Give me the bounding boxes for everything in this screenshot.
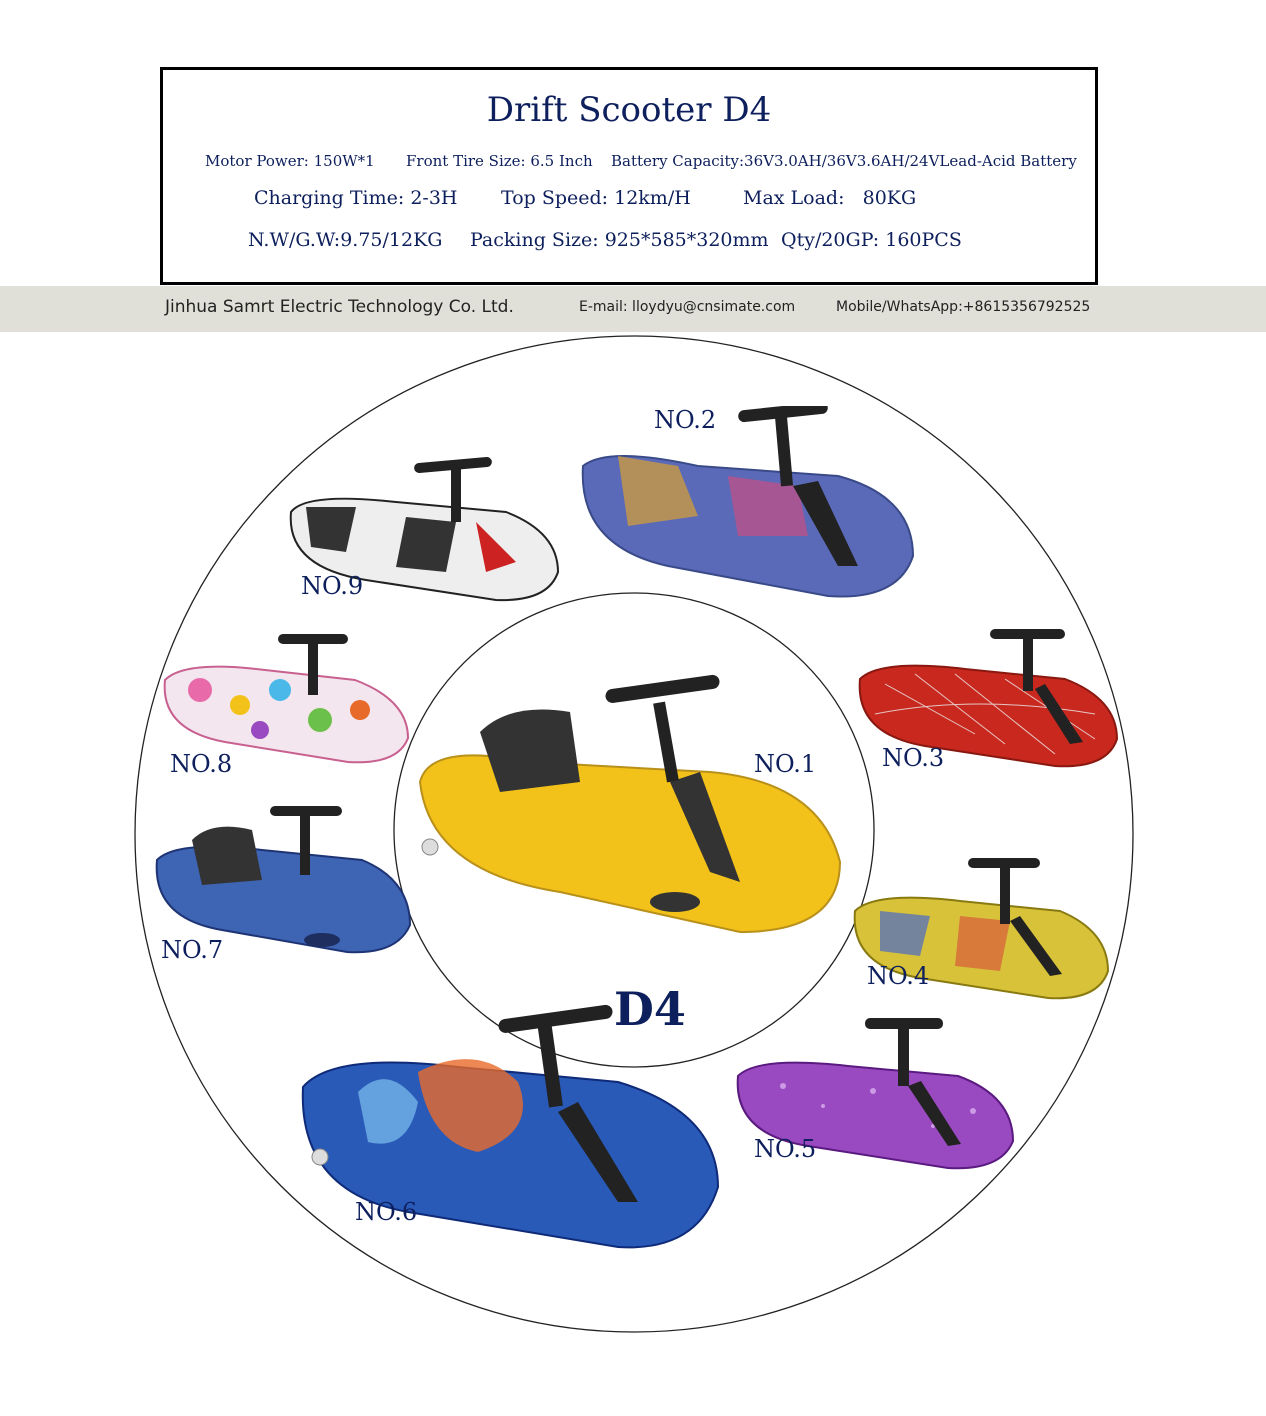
label-no1: NO.1: [754, 750, 817, 778]
label-no3: NO.3: [882, 744, 945, 772]
email-text: E-mail: lloydyu@cnsimate.com: [579, 299, 796, 315]
mobile-text: Mobile/WhatsApp:+8615356792525: [836, 299, 1091, 315]
qty-per-20gp: Qty/20GP: 160PCS: [781, 229, 962, 251]
kart-no2-image: [578, 406, 918, 606]
kart-no1-image: [410, 672, 850, 962]
label-no8: NO.8: [170, 750, 233, 778]
product-title: Drift Scooter D4: [486, 90, 772, 130]
battery-capacity: Battery Capacity:36V3.0AH/36V3.6AH/24VLead-Acid Battery: [611, 152, 1077, 170]
model-name: D4: [614, 982, 686, 1036]
company-name: Jinhua Samrt Electric Technology Co. Ltd.: [165, 297, 514, 317]
label-no7: NO.7: [161, 936, 224, 964]
packing-size: Packing Size: 925*585*320mm: [470, 229, 769, 251]
top-speed: Top Speed: 12km/H: [501, 187, 691, 209]
max-load: Max Load: 80KG: [743, 187, 917, 209]
label-no6: NO.6: [355, 1198, 418, 1226]
weight: N.W/G.W:9.75/12KG: [248, 229, 443, 251]
front-tire-size: Front Tire Size: 6.5 Inch: [406, 152, 593, 170]
charging-time: Charging Time: 2-3H: [254, 187, 458, 209]
label-no5: NO.5: [754, 1135, 817, 1163]
label-no4: NO.4: [867, 962, 930, 990]
spec-box: [160, 67, 1098, 285]
label-no2: NO.2: [654, 406, 717, 434]
product-showcase: [0, 332, 1266, 1416]
contact-bar: [0, 286, 1266, 332]
motor-power: Motor Power: 150W*1: [205, 152, 375, 170]
kart-no8-image: [160, 630, 410, 770]
label-no9: NO.9: [301, 572, 364, 600]
